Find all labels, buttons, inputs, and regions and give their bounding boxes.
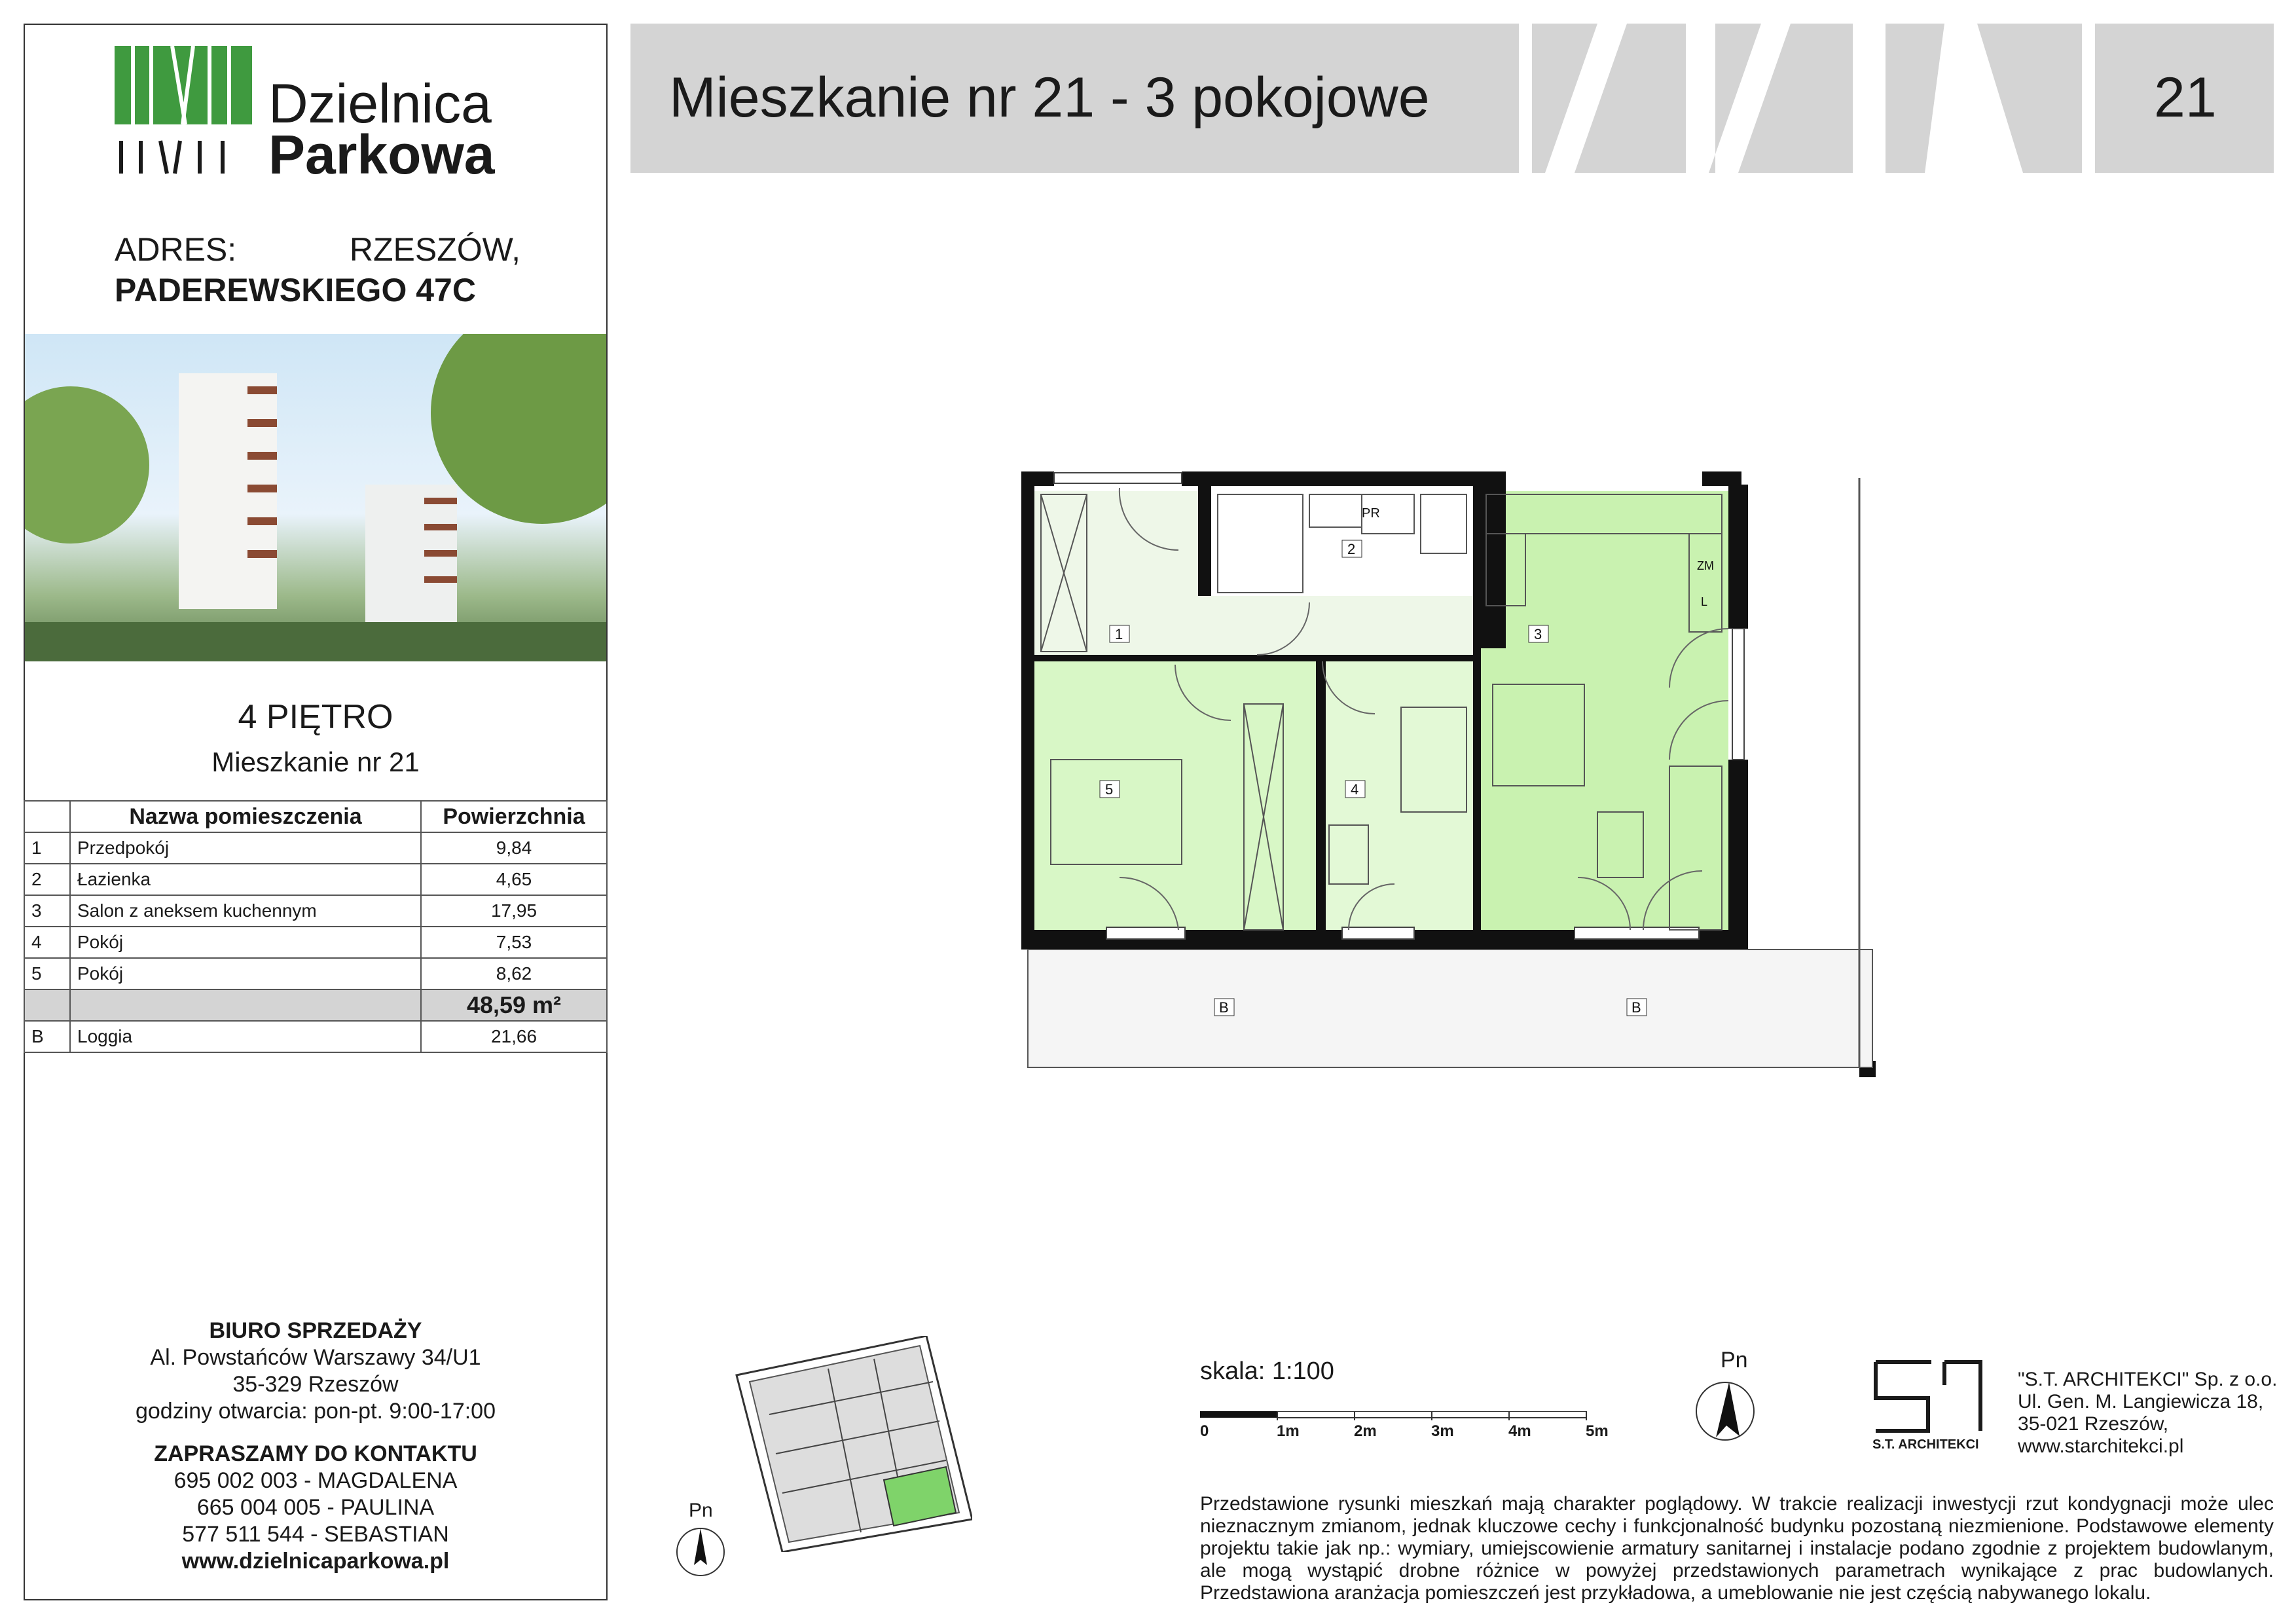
scale-tick: 2m <box>1354 1422 1377 1440</box>
north-label: Pn <box>1721 1348 1748 1373</box>
sales-address-1: Al. Powstańców Warszawy 34/U1 <box>150 1345 481 1370</box>
plan-label-3: 3 <box>1534 626 1542 642</box>
page-title: Mieszkanie nr 21 - 3 pokojowe <box>669 66 1430 129</box>
flat-label: Mieszkanie nr 21 <box>211 747 420 777</box>
compass-icon <box>674 1526 727 1578</box>
north-label-key: Pn <box>689 1500 713 1521</box>
architect-website[interactable]: www.starchitekci.pl <box>2018 1435 2184 1457</box>
address-street: PADEREWSKIEGO 47C <box>115 272 476 308</box>
key-plan <box>730 1336 972 1552</box>
architect-line1: "S.T. ARCHITEKCI" Sp. z o.o. <box>2018 1369 2278 1390</box>
disclaimer: Przedstawione rysunki mieszkań mają charakter poglądowy. W trakcie realizacji inwestycji rzut kondygnacji może ulec nieznacznym zmianom, jednak kluczowe cechy i funkcjonalność budynku pozostaną niezmienione. Podstawowe elementy projektu takie jak np.: wymiary, umiejscowienie armatury sanitarnej i instalacje podano zgodnie z projektem budowlanym, ale mogą wystąpić drobne różnice w powyżej przedstawionych parametrach wynikające z prac budowlanych. Przedstawiona aranżacja pomieszczeń jest przykładowa, a umeblowanie nie jest częścią nabywanego lokalu. <box>1200 1493 2274 1604</box>
table-total-row <box>24 989 607 1021</box>
plan-label-b2: B <box>1631 999 1641 1016</box>
contact-title: ZAPRASZAMY DO KONTAKTU <box>154 1441 477 1466</box>
room-living <box>1473 491 1728 943</box>
decorative-stripes-icon <box>1519 24 2095 173</box>
flat-number: 21 <box>2154 66 2217 129</box>
building-photo <box>25 334 606 661</box>
brand-name-line1: Dzielnica <box>268 73 492 134</box>
floor-plan <box>1021 458 1886 1087</box>
table-row: 2 Łazienka 4,65 <box>24 864 607 895</box>
building-illustration <box>25 334 606 661</box>
plan-label-2: 2 <box>1347 541 1356 557</box>
plan-label-l: L <box>1701 595 1708 608</box>
website-link[interactable]: www.dzielnicaparkowa.pl <box>181 1549 450 1574</box>
plan-label-4: 4 <box>1351 781 1359 798</box>
header-area: Powierzchnia <box>421 801 607 832</box>
contact-phone-1: 695 002 003 - MAGDALENA <box>173 1468 458 1493</box>
architect-info <box>2018 1369 2277 1458</box>
scale-bar <box>1200 1411 1593 1424</box>
scale-label: skala: 1:100 <box>1200 1357 1334 1385</box>
address-line <box>115 231 520 268</box>
address-city: RZESZÓW, <box>349 231 520 268</box>
scale-tick: 1m <box>1277 1422 1300 1440</box>
scale-tick: 3m <box>1431 1422 1454 1440</box>
table-row: B Loggia 21,66 <box>24 1021 607 1052</box>
brand-name-line2: Parkowa <box>268 124 495 185</box>
table-row: 5 Pokój 8,62 <box>24 958 607 989</box>
architect-line2: Ul. Gen. M. Langiewicza 18, <box>2018 1391 2264 1412</box>
plan-label-5: 5 <box>1105 781 1114 798</box>
room-bedroom-4 <box>1316 661 1476 943</box>
rooms-table <box>24 800 608 1053</box>
plan-label-1: 1 <box>1115 626 1123 642</box>
architect-logo-icon <box>1872 1359 1987 1434</box>
scale-tick: 0 <box>1200 1422 1209 1440</box>
scale-tick: 4m <box>1508 1422 1531 1440</box>
table-row: 4 Pokój 7,53 <box>24 927 607 958</box>
table-row: 1 Przedpokój 9,84 <box>24 832 607 864</box>
sales-title: BIURO SPRZEDAŻY <box>209 1318 422 1343</box>
floor-label: 4 PIĘTRO <box>238 698 393 736</box>
total-area: 48,59 m² <box>421 989 607 1021</box>
architect-logo-label: S.T. ARCHITEKCI <box>1872 1437 1979 1452</box>
sales-hours: godziny otwarcia: pon-pt. 9:00-17:00 <box>135 1399 496 1424</box>
contact-phone-2: 665 004 005 - PAULINA <box>196 1495 435 1520</box>
plan-label-zm: ZM <box>1697 559 1714 572</box>
architect-line3: 35-021 Rzeszów, <box>2018 1413 2169 1435</box>
address-label: ADRES: <box>115 231 237 268</box>
table-row: 3 Salon z aneksem kuchennym 17,95 <box>24 895 607 927</box>
sales-address-2: 35-329 Rzeszów <box>232 1372 399 1397</box>
scale-tick: 5m <box>1586 1422 1609 1440</box>
header-name: Nazwa pomieszczenia <box>70 801 421 832</box>
contact-phone-3: 577 511 544 - SEBASTIAN <box>182 1522 449 1547</box>
brand-logo-icon <box>115 46 252 177</box>
table-header <box>24 801 607 832</box>
plan-label-pr: PR <box>1362 506 1380 521</box>
plan-label-b1: B <box>1219 999 1229 1016</box>
sales-office <box>24 1318 608 1575</box>
north-arrow-icon <box>1692 1378 1758 1444</box>
